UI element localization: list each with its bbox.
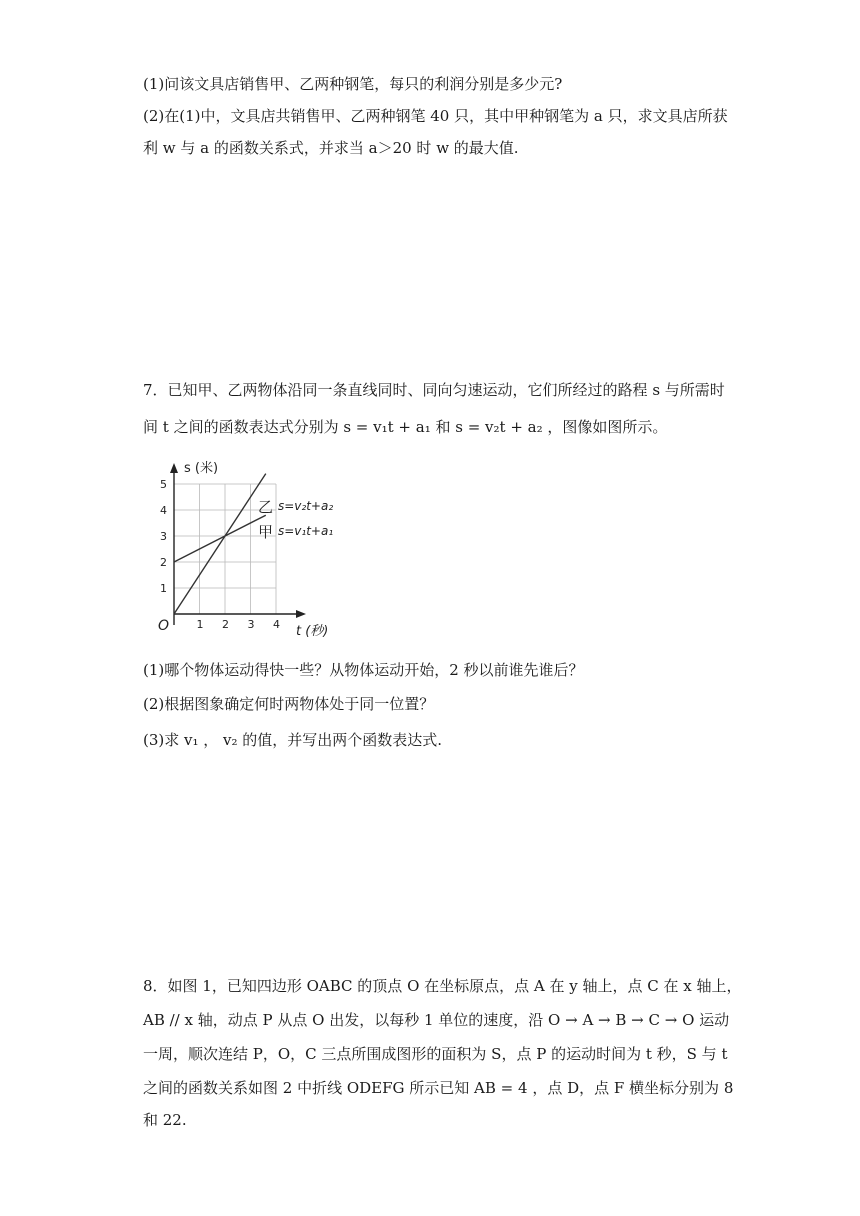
- distance-time-graph: [150, 455, 370, 645]
- q6-part2-line2: 利 w 与 a 的函数关系式，并求当 a＞20 时 w 的最大值.: [143, 139, 519, 157]
- y-tick-label: 5: [160, 478, 167, 491]
- y-tick-label: 1: [160, 582, 167, 595]
- x-tick-label: 1: [196, 618, 204, 631]
- x-tick-label: 4: [273, 618, 280, 631]
- x-axis-label: t (秒): [296, 624, 329, 639]
- origin-label: O: [158, 618, 170, 634]
- y-tick-label: 3: [160, 530, 167, 543]
- q7-stem-line2: 间 t 之间的函数表达式分别为 s = v₁t + a₁ 和 s = v₂t + a₂ ，图像如图所示。: [143, 418, 668, 436]
- q7-stem-line1: 7．已知甲、乙两物体沿同一条直线同时、同向匀速运动，它们所经过的路程 s 与所需时: [143, 381, 725, 399]
- q8-line3: 一周，顺次连结 P，O，C 三点所围成图形的面积为 S，点 P 的运动时间为 t 秒，S 与 t: [143, 1045, 728, 1063]
- line-yi-name: 乙: [258, 498, 274, 516]
- q8-line2: AB // x 轴，动点 P 从点 O 出发，以每秒 1 单位的速度，沿 O → A → B → C → O 运动: [143, 1011, 730, 1029]
- q8-line5: 和 22.: [143, 1111, 187, 1129]
- line-jia-equation: s=v₁t+a₁: [278, 524, 334, 538]
- series-line-yi: [174, 474, 266, 614]
- x-axis-arrow-icon: [296, 610, 306, 618]
- line-jia-name: 甲: [258, 523, 274, 541]
- q8-line4: 之间的函数关系如图 2 中折线 ODEFG 所示已知 AB = 4 ，点 D，点 F 横坐标分别为 8: [143, 1079, 734, 1097]
- q7-part2: (2)根据图象确定何时两物体处于同一位置？: [143, 695, 435, 713]
- y-tick-label: 4: [160, 504, 167, 517]
- q7-part3: (3)求 v₁ ， v₂ 的值，并写出两个函数表达式.: [143, 731, 443, 749]
- y-axis-label: s (米): [184, 461, 219, 476]
- x-tick-label: 3: [247, 618, 255, 631]
- q6-part1: (1)问该文具店销售甲、乙两种钢笔，每只的利润分别是多少元?: [143, 75, 563, 93]
- q6-part2-line1: (2)在(1)中，文具店共销售甲、乙两种钢笔 40 只，其中甲种钢笔为 a 只，求文具店所获: [143, 107, 728, 125]
- series-line-jia: [174, 515, 266, 562]
- q7-part1: (1)哪个物体运动得快一些？从物体运动开始，2 秒以前谁先谁后？: [143, 661, 584, 679]
- q8-line1: 8．如图 1，已知四边形 OABC 的顶点 O 在坐标原点，点 A 在 y 轴上，点 C 在 x 轴上，: [143, 977, 742, 995]
- graph-lines: [174, 474, 266, 614]
- line-yi-equation: s=v₂t+a₂: [278, 499, 334, 513]
- y-tick-label: 2: [160, 556, 167, 569]
- x-tick-label: 2: [222, 618, 229, 631]
- y-axis-arrow-icon: [170, 463, 178, 473]
